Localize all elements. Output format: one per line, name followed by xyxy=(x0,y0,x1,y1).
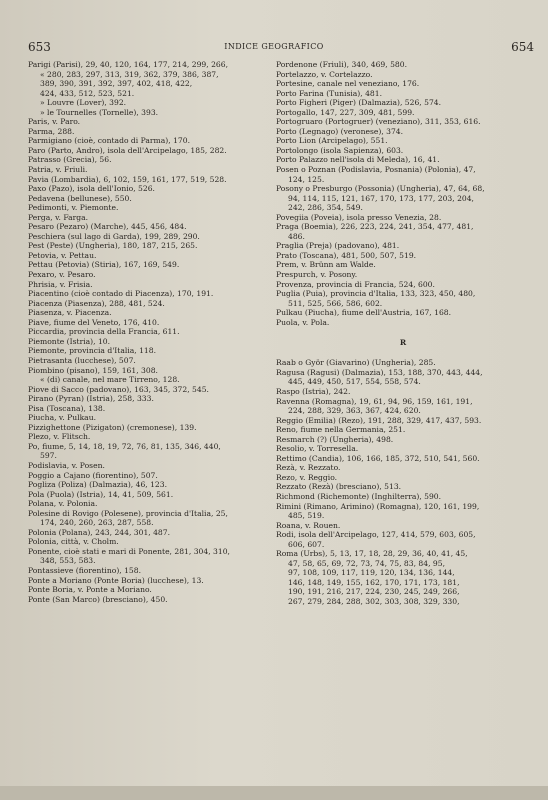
index-entry-line: 124, 125. xyxy=(288,174,325,184)
index-entry-line: Pavia (Lombardia), 6, 102, 159, 161, 177, 519, 528. xyxy=(28,174,227,184)
index-entry-line: Porto Lion (Arcipelago), 551. xyxy=(276,136,388,146)
index-entry-line: 94, 114, 115, 121, 167, 170, 173, 177, 203, 204, xyxy=(288,193,474,203)
index-entry-line: Piasenza, v. Piacenza. xyxy=(28,308,112,318)
index-entry-line: 267, 279, 284, 288, 302, 303, 308, 329, 330, xyxy=(288,596,460,606)
page-number-left: 653 xyxy=(28,40,51,54)
section-gap xyxy=(276,349,530,358)
page-bottom-edge xyxy=(0,786,548,800)
index-entry-line: Porto Palazzo nell'isola di Meleda), 16, 41. xyxy=(276,155,440,165)
index-entry-line: « 280, 283, 297, 313, 319, 362, 379, 386, 387, xyxy=(40,69,219,79)
index-entry-line: Piemonte, provincia d'Italia, 118. xyxy=(28,346,157,356)
right-entries-p xyxy=(276,60,530,327)
index-entry-line: 486. xyxy=(288,231,305,241)
index-entry-line: Pedimonti, v. Piemonte. xyxy=(28,203,119,213)
right-column xyxy=(276,60,530,607)
index-entry-line: Piave, fiume del Veneto, 176, 410. xyxy=(28,317,160,327)
index-entry-line: Poggio a Cajano (fiorentino), 507. xyxy=(28,470,158,480)
index-entry-line: Podislavia, v. Posen. xyxy=(28,460,105,470)
index-entry-line: Reno, fiume nella Germania, 251. xyxy=(276,425,406,435)
index-entry-line: Puglia (Puia), provincia d'Italia, 133, 323, 450, 480, xyxy=(276,289,476,299)
index-entry-line: 190, 191, 216, 217, 224, 230, 245, 249, 266, xyxy=(288,587,460,597)
index-entry-line: 242, 286, 354, 549. xyxy=(288,203,363,213)
index-entry-line: Prespurch, v. Posony. xyxy=(276,270,358,280)
index-entry-line: Ponte Boria, v. Ponte a Moriano. xyxy=(28,585,152,595)
index-entry-line: Reggio (Emilia) (Rezo), 191, 288, 329, 417, 437, 593. xyxy=(276,415,482,425)
index-entry-line: Piombino (pisano), 159, 161, 308. xyxy=(28,365,158,375)
index-entry-line: Polonia, città, v. Cholm. xyxy=(28,537,119,547)
index-entry-line: Patrasso (Grecia), 56. xyxy=(28,155,112,165)
index-entry-line: Rezo, v. Reggio. xyxy=(276,472,338,482)
index-entry-line: Piucha, v. Pulkau. xyxy=(28,413,97,423)
index-entry-line: Rodi, isola dell'Arcipelago, 127, 414, 579, 603, 605, xyxy=(276,530,476,540)
index-entry-line: Roana, v. Rouen. xyxy=(276,520,341,530)
index-entry-line: Pirano (Pyran) (Istria), 258, 333. xyxy=(28,394,154,404)
index-entry-line: Pulkau (Piucha), fiume dell'Austria, 167, 168. xyxy=(276,308,452,318)
index-entry-line: 606, 607. xyxy=(288,539,325,549)
index-entry-line: Portolongo (isola Sapienza), 603. xyxy=(276,145,404,155)
index-entry-line: Porto (Legnago) (veronese), 374. xyxy=(276,126,404,136)
right-entries-r xyxy=(276,358,530,606)
index-entry-line: 146, 148, 149, 155, 162, 170, 171, 173, 181, xyxy=(288,577,460,587)
index-entry-line: Richmond (Richemonte) (Inghilterra), 590. xyxy=(276,491,442,501)
index-entry-line: Rezzato (Rezà) (bresciano), 513. xyxy=(276,482,402,492)
index-entry-line: Parigi (Parisi), 29, 40, 120, 164, 177, 214, 299, 266, xyxy=(28,60,228,69)
index-entry-line: Polesine di Rovigo (Polesene), provincia d'Italia, 25, xyxy=(28,508,228,518)
index-entry-line: Provenza, provincia di Francia, 524, 600. xyxy=(276,279,435,289)
index-entry-line: Ravenna (Romagna), 19, 61, 94, 96, 159, 161, 191, xyxy=(276,396,473,406)
index-entry-line: Paro (Parto, Andro), isola dell'Arcipelago, 185, 282. xyxy=(28,145,227,155)
index-entry-line: 485, 519. xyxy=(288,511,325,521)
index-entry-line: 224, 288, 329, 363, 367, 424, 620. xyxy=(288,406,421,416)
index-entry-line: Ponte a Moriano (Ponte Boria) (lucchese), 13. xyxy=(28,575,204,585)
index-entry-line: Patria, v. Friuli. xyxy=(28,165,88,175)
index-entry-line: Pogliza (Poliza) (Dalmazia), 46, 123. xyxy=(28,480,168,490)
page-number-right: 654 xyxy=(511,40,534,54)
index-entry-line: Parmigiano (cioè, contado di Parma), 170. xyxy=(28,136,190,146)
index-entry-line: Piccardia, provincia della Francia, 611. xyxy=(28,327,180,337)
index-entry-line: Ragusa (Ragusi) (Dalmazia), 153, 188, 370, 443, 444, xyxy=(276,367,483,377)
index-entry-line: Plezo, v. Flitsch. xyxy=(28,432,91,442)
index-entry-line: Pizzighettone (Pizigaton) (cremonese), 139. xyxy=(28,422,197,432)
index-entry-line: 511, 525, 566, 586, 602. xyxy=(288,298,383,308)
index-entry-line: Piacenza (Piasenza), 288, 481, 524. xyxy=(28,298,165,308)
page-header xyxy=(0,40,548,56)
index-entry-line: Porto Farina (Tunisia), 481. xyxy=(276,88,383,98)
index-entry-line: Posen o Poznan (Podislavia, Posnania) (Polonia), 47, xyxy=(276,165,476,175)
index-entry-line: Piove di Sacco (padovano), 163, 345, 372, 545. xyxy=(28,384,209,394)
index-entry-line: » Louvre (Lover), 392. xyxy=(40,98,127,108)
index-entry-line: Prem, v. Brünn am Walde. xyxy=(276,260,376,270)
index-entry-line: Raab o Györ (Giavarino) (Ungheria), 285. xyxy=(276,358,436,368)
left-column xyxy=(28,60,266,604)
index-entry-line: Pietrasanta (lucchese), 507. xyxy=(28,355,136,365)
index-entry-line: Praglia (Preja) (padovano), 481. xyxy=(276,241,400,251)
index-entry-line: Praga (Boemia), 226, 223, 224, 241, 354, 477, 481, xyxy=(276,222,474,232)
index-entry-line: Rettimo (Candia), 106, 166, 185, 372, 510, 541, 560. xyxy=(276,453,480,463)
index-entry-line: Piacentino (cioè contado di Piacenza), 170, 191. xyxy=(28,289,214,299)
index-entry-line: Polana, v. Polonia. xyxy=(28,499,98,509)
section-letter: R xyxy=(399,338,407,348)
index-entry-line: Roma (Urbs), 5, 13, 17, 18, 28, 29, 36, 40, 41, 45, xyxy=(276,549,468,559)
index-entry-line: Prato (Toscana), 481, 500, 507, 519. xyxy=(276,250,417,260)
index-entry-line: Porto Figheri (Piger) (Dalmazia), 526, 574. xyxy=(276,98,442,108)
index-entry-line: Raspo (Istria), 242. xyxy=(276,386,351,396)
index-entry-line: 389, 390, 391, 392, 397, 402, 418, 422, xyxy=(40,79,193,89)
index-entry-line: Povegiia (Poveia), isola presso Venezia, 28. xyxy=(276,212,442,222)
index-entry-line: Pedavena (bellunese), 550. xyxy=(28,193,132,203)
index-entry-line: 597. xyxy=(40,451,57,461)
index-entry-line: Pisa (Toscana), 138. xyxy=(28,403,106,413)
index-entry-line: Polonia (Polana), 243, 244, 301, 487. xyxy=(28,527,171,537)
index-entry-line: Perga, v. Farga. xyxy=(28,212,89,222)
index-entry-line: Resolio, v. Torresella. xyxy=(276,444,359,454)
index-entry-line: 424, 433, 512, 523, 521. xyxy=(40,88,135,98)
index-entry-line: 174, 240, 260, 263, 287, 558. xyxy=(40,518,154,528)
index-entry-line: Paris, v. Paro. xyxy=(28,117,81,127)
index-entry-line: Portesine, canale nel veneziano, 176. xyxy=(276,79,420,89)
index-entry-line: Petovia, v. Pettau. xyxy=(28,250,97,260)
index-entry-line: Rimini (Rimano, Arimino) (Romagna), 120, 161, 199, xyxy=(276,501,480,511)
index-entry-line: Peschiera (sul lago di Garda), 199, 289, 290. xyxy=(28,231,200,241)
index-entry-line: Paxo (Pazo), isola dell'Ionio, 526. xyxy=(28,184,155,194)
running-title: INDICE GEOGRAFICO xyxy=(224,42,324,51)
index-entry-line: Piemonte (Istria), 10. xyxy=(28,336,111,346)
index-entry-line: Portogallo, 147, 227, 309, 481, 599. xyxy=(276,107,415,117)
index-entry-line: Pexaro, v. Pesaro. xyxy=(28,270,96,280)
index-entry-line: Portogruaro (Portogruer) (veneziano), 311, 353, 616. xyxy=(276,117,481,127)
index-entry-line: Parma, 288. xyxy=(28,126,75,136)
index-entry-line: Ponte (San Marco) (bresciano), 450. xyxy=(28,594,168,604)
index-entry-line: Pontassieve (fiorentino), 158. xyxy=(28,565,142,575)
index-entry-line: Phrisia, v. Frisia. xyxy=(28,279,93,289)
index-entry-line: 47, 58, 65, 69, 72, 73, 74, 75, 83, 84, 95, xyxy=(288,558,445,568)
index-entry-line: Pordenone (Friuli), 340, 469, 580. xyxy=(276,60,407,69)
index-entry-line: 445, 449, 450, 517, 554, 558, 574. xyxy=(288,377,421,387)
index-entry-line: Ponente, cioè stati e mari di Ponente, 281, 304, 310, xyxy=(28,546,230,556)
index-entry-line: Po, fiume, 5, 14, 18, 19, 72, 76, 81, 135, 346, 440, xyxy=(28,441,221,451)
index-entry-line: Portelazzo, v. Cortelazzo. xyxy=(276,69,373,79)
index-entry-line: Pola (Puola) (Istria), 14, 41, 509, 561. xyxy=(28,489,174,499)
index-entry-line: 97, 108, 109, 117, 119, 120, 134, 136, 144, xyxy=(288,568,455,578)
index-entry-line: Pesaro (Pezaro) (Marche), 445, 456, 484. xyxy=(28,222,187,232)
index-entry-line: 348, 553, 583. xyxy=(40,556,96,566)
index-entry-line: Pettau (Petovia) (Stiria), 167, 169, 549. xyxy=(28,260,180,270)
index-entry-line: Puola, v. Pola. xyxy=(276,317,330,327)
index-entry-line: Pest (Peste) (Ungheria), 180, 187, 215, 265. xyxy=(28,241,198,251)
section-gap xyxy=(276,327,530,336)
index-entry-line: Rezà, v. Rezzato. xyxy=(276,463,341,473)
index-entry-line: » le Tournelles (Tornelle), 393. xyxy=(40,107,159,117)
index-entry-line: « (di) canale, nel mare Tirreno, 128. xyxy=(40,375,180,385)
index-entry-line: Posony o Presburgo (Possonia) (Ungheria), 47, 64, 68, xyxy=(276,184,485,194)
index-entry-line: Resmarch (?) (Ungheria), 498. xyxy=(276,434,394,444)
